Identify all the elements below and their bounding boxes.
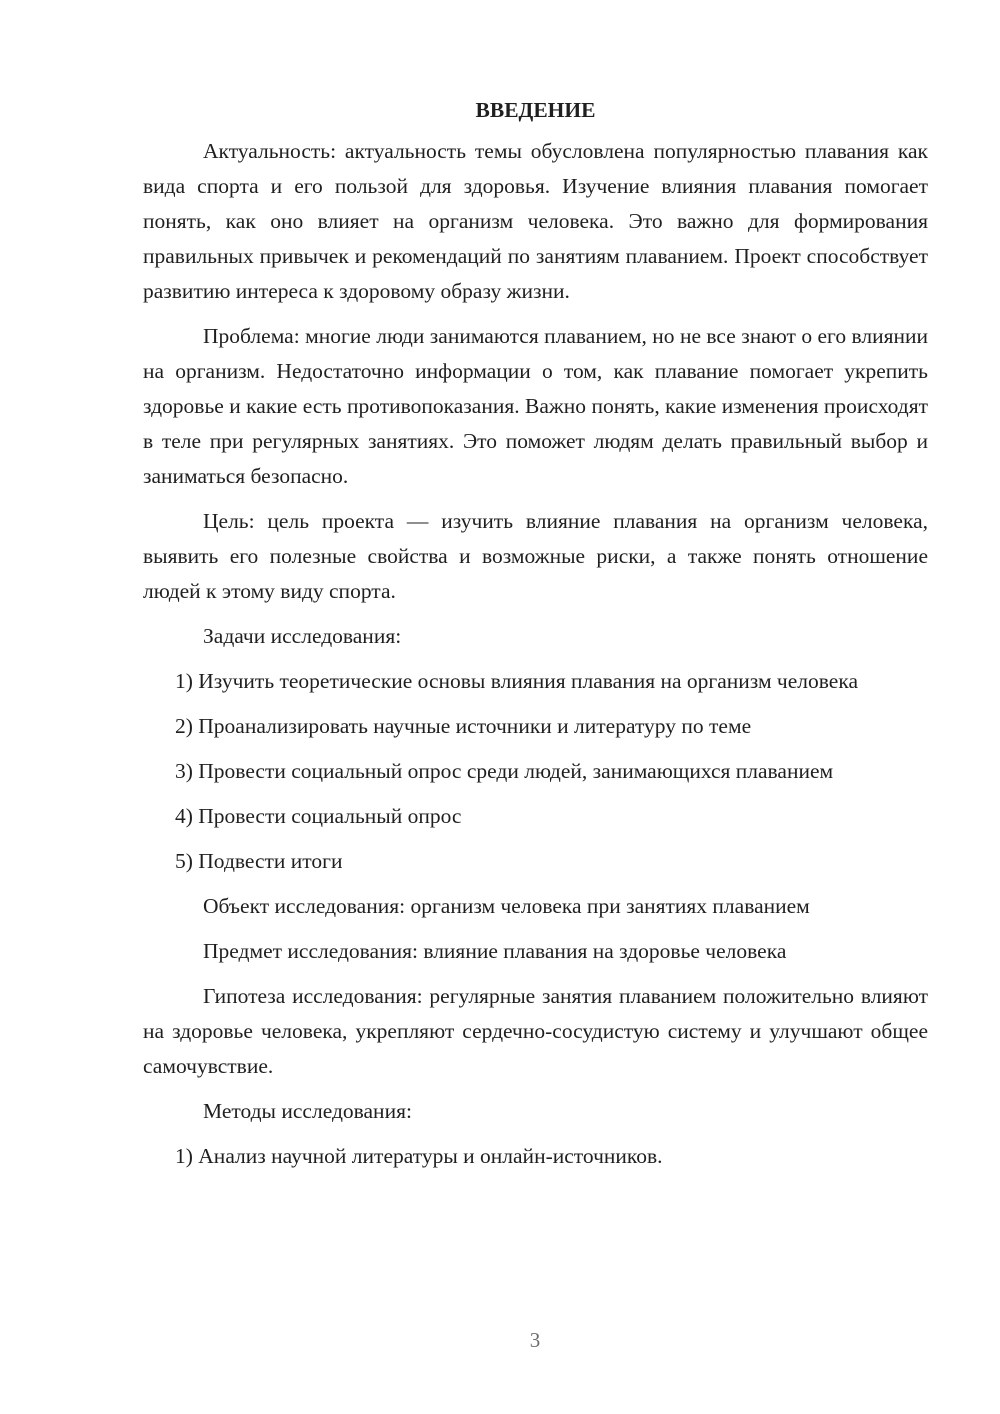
task-item: 5) Подвести итоги xyxy=(175,849,343,873)
task-item: 3) Провести социальный опрос среди людей, занимающихся плаванием xyxy=(175,759,834,783)
methods-heading: Методы исследования: xyxy=(203,1099,412,1123)
research-object: Объект исследования: организм человека при занятиях плаванием xyxy=(203,894,810,918)
problem-paragraph: Проблема: многие люди занимаются плаванием, но не все знают о его влиянии на организм. Недостаточно информации о том, как плавание помогает укрепить здоровье и какие есть противопоказания. Важно понять, какие изменения происходят в теле при регулярных занятиях. Это поможет людям делать правильный выбор и заниматься безопасно. xyxy=(143,324,928,488)
task-item: 1) Изучить теоретические основы влияния плавания на организм человека xyxy=(175,669,859,693)
section-title: ВВЕДЕНИЕ xyxy=(475,98,596,122)
research-subject: Предмет исследования: влияние плавания на здоровье человека xyxy=(203,939,787,963)
task-item: 4) Провести социальный опрос xyxy=(175,804,462,828)
method-item: 1) Анализ научной литературы и онлайн-источников. xyxy=(175,1144,663,1168)
document-page xyxy=(143,92,928,1184)
page-number: 3 xyxy=(529,1328,541,1352)
task-item: 2) Проанализировать научные источники и литературу по теме xyxy=(175,714,752,738)
goal-paragraph: Цель: цель проекта — изучить влияние плавания на организм человека, выявить его полезные свойства и возможные риски, а также понять отношение людей к этому виду спорта. xyxy=(143,509,928,603)
hypothesis-paragraph: Гипотеза исследования: регулярные занятия плаванием положительно влияют на здоровье человека, укрепляют сердечно-сосудистую систему и улучшают общее самочувствие. xyxy=(143,984,928,1078)
relevance-paragraph: Актуальность: актуальность темы обусловлена популярностью плавания как вида спорта и его пользой для здоровья. Изучение влияния плавания помогает понять, как оно влияет на организм человека. Это важно для формирования правильных привычек и рекомендаций по занятиям плаванием. Проект способствует развитию интереса к здоровому образу жизни. xyxy=(143,139,928,303)
tasks-heading: Задачи исследования: xyxy=(203,624,402,648)
